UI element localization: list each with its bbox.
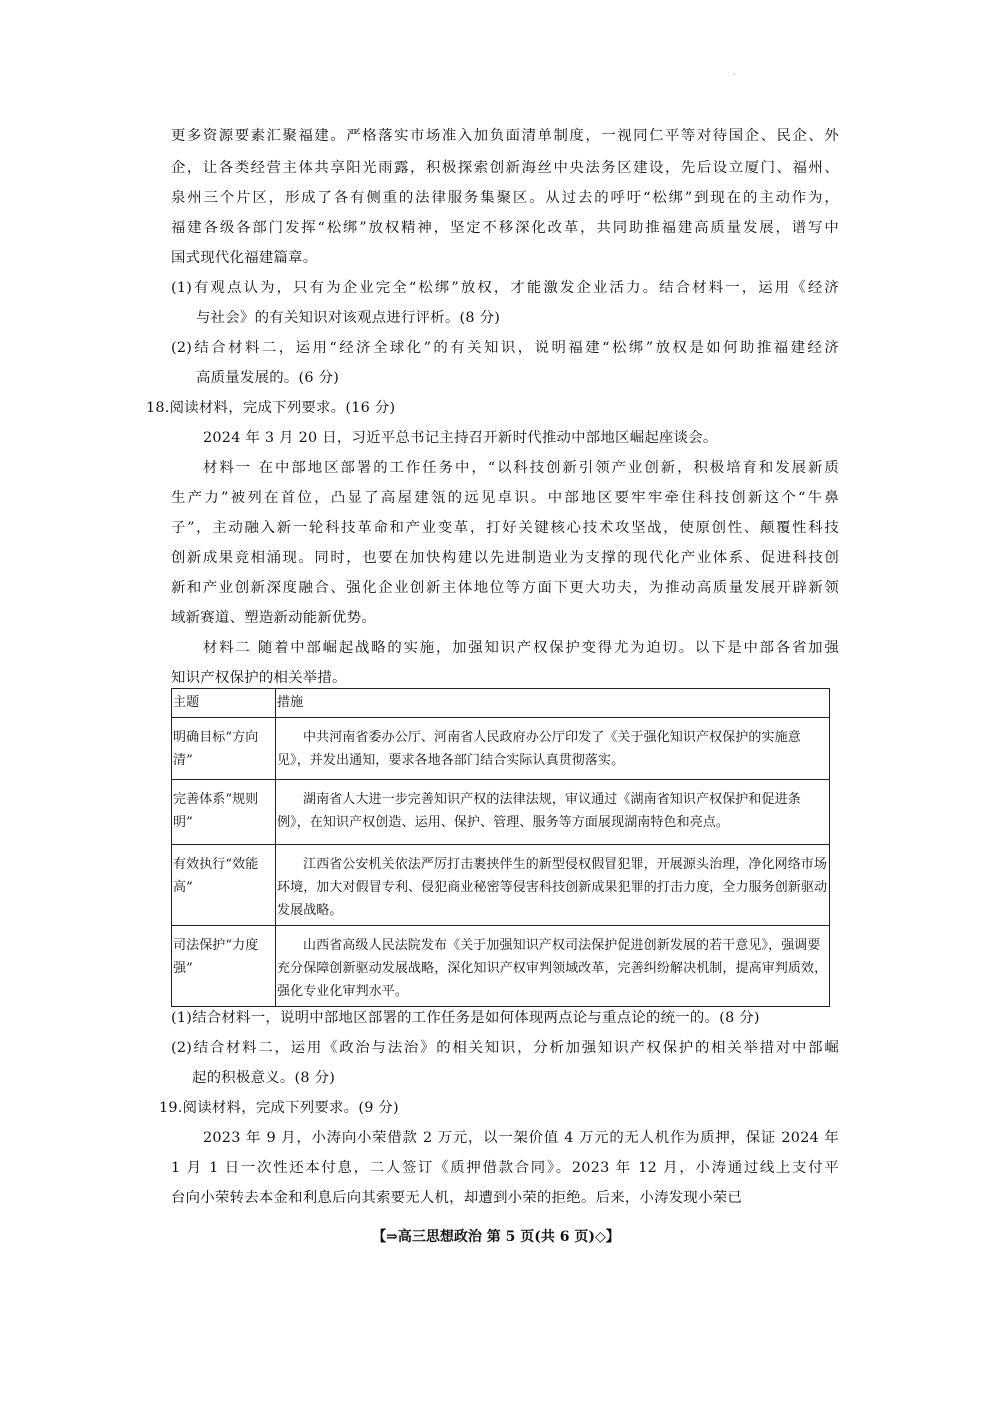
row-measure: 中共河南省委办公厅、河南省人民政府办公厅印发了《关于强化知识产权保护的实施意见》，并发出通知，要求各地各部门结合实际认真贯彻落实。: [277, 730, 801, 768]
q17-sub1-line1: (1)有观点认为，只有为企业完全“松绑”放权，才能激发企业活力。结合材料一，运用《经济: [171, 280, 839, 296]
q18-material1-line5: 新和产业创新深度融合、强化企业创新主体地位等方面下更大功夫，为推动高质量发展开辟新领: [171, 580, 839, 596]
table-header-row: [172, 689, 830, 718]
table-row: [172, 718, 830, 780]
q18-material1-line1: 材料一 在中部地区部署的工作任务中，“以科技创新引领产业创新，积极培育和发展新质: [203, 460, 839, 476]
q19-line-1: 2023 年 9 月，小涛向小荣借款 2 万元，以一架价值 4 万元的无人机作为质押，保证 2024 年: [203, 1130, 839, 1146]
scan-dot: ·: [733, 70, 736, 79]
row-topic: 有效执行“效能高”: [173, 857, 259, 895]
q18-material1-line3: 子”，主动融入新一轮科技革命和产业变革，打好关键核心技术攻坚战，使原创性、颠覆性科技: [171, 520, 839, 536]
table-header-measure: 措施: [276, 689, 830, 718]
q17-sub1-line2: 与社会》的有关知识对该观点进行评析。(8 分): [196, 310, 501, 326]
table-row: [172, 926, 830, 1007]
q18-date-line: 2024 年 3 月 20 日，习近平总书记主持召开新时代推动中部地区崛起座谈会。: [203, 430, 718, 446]
q18-material1-line6: 域新赛道、塑造新动能新优势。: [171, 610, 376, 626]
row-topic: 明确目标“方向清”: [173, 730, 259, 768]
q17-sub2-line1: (2)结合材料二，运用“经济全球化”的有关知识，说明福建“松绑”放权是如何助推福建经济: [171, 340, 839, 356]
q18-material2-line2: 知识产权保护的相关举措。: [171, 670, 347, 686]
row-measure: 湖南省人大进一步完善知识产权的法律法规，审议通过《湖南省知识产权保护和促进条例》，在知识产权创造、运用、保护、管理、服务等方面展现湖南特色和亮点。: [277, 792, 801, 830]
row-measure: 山西省高级人民法院发布《关于加强知识产权司法保护促进创新发展的若干意见》，强调要充分保障创新驱动发展战略，深化知识产权审判领域改革，完善纠纷解决机制，提高审判质效，强化专业化审判水平。: [277, 938, 828, 999]
q18-sub2-line1: (2)结合材料二，运用《政治与法治》的相关知识，分析加强知识产权保护的相关举措对中部崛: [171, 1040, 839, 1056]
q18-heading: 18.阅读材料，完成下列要求。(16 分): [146, 400, 396, 416]
row-topic: 完善体系“规则明”: [173, 792, 259, 830]
intro-line-5: 国式现代化福建篇章。: [171, 250, 318, 266]
intro-line-3: 泉州三个片区，形成了各有侧重的法律服务集聚区。从过去的呼吁“松绑”到现在的主动作为，: [171, 190, 839, 206]
q18-material1-line4: 创新成果竞相涌现。同时，也要在加快构建以先进制造业为支撑的现代化产业体系、促进科技创: [171, 550, 839, 566]
intro-line-1: 更多资源要素汇聚福建。严格落实市场准入加负面清单制度，一视同仁平等对待国企、民企、外: [171, 128, 839, 144]
q18-sub1: (1)结合材料一，说明中部地区部署的工作任务是如何体现两点论与重点论的统一的。(8 分): [171, 1010, 760, 1026]
intro-line-4: 福建各级各部门发挥“松绑”放权精神，坚定不移深化改革，共同助推福建高质量发展，谱写中: [171, 220, 839, 236]
page-footer: 【⇒高三思想政治 第 5 页(共 6 页)◇】: [372, 1229, 620, 1245]
q18-material1-line2: 生产力”被列在首位，凸显了高屋建瓴的远见卓识。中部地区要牢牢牵住科技创新这个“牛鼻: [171, 490, 839, 506]
q19-line-3: 台向小荣转去本金和利息后向其索要无人机，却遭到小荣的拒绝。后来，小涛发现小荣已: [171, 1190, 742, 1206]
q19-line-2: 1 月 1 日一次性还本付息，二人签订《质押借款合同》。2023 年 12 月，小涛通过线上支付平: [171, 1160, 839, 1176]
row-topic: 司法保护“力度强”: [173, 938, 259, 976]
table-row: [172, 845, 830, 926]
q17-sub2-line2: 高质量发展的。(6 分): [196, 370, 340, 386]
q18-sub2-line2: 起的积极意义。(8 分): [192, 1070, 336, 1086]
q18-material2-line1: 材料二 随着中部崛起战略的实施，加强知识产权保护变得尤为迫切。以下是中部各省加强: [203, 640, 839, 656]
table-header-topic: 主题: [172, 689, 276, 718]
row-measure: 江西省公安机关依法严厉打击裹挟伴生的新型侵权假冒犯罪，开展源头治理，净化网络市场环境，加大对假冒专利、侵犯商业秘密等侵害科技创新成果犯罪的打击力度，全力服务创新驱动发展战略。: [277, 857, 828, 918]
q19-heading: 19.阅读材料，完成下列要求。(9 分): [159, 1100, 399, 1116]
ip-measures-table: [171, 688, 830, 1007]
intro-line-2: 企，让各类经营主体共享阳光雨露，积极探索创新海丝中央法务区建设，先后设立厦门、福州、: [171, 160, 839, 176]
table-row: [172, 780, 830, 845]
